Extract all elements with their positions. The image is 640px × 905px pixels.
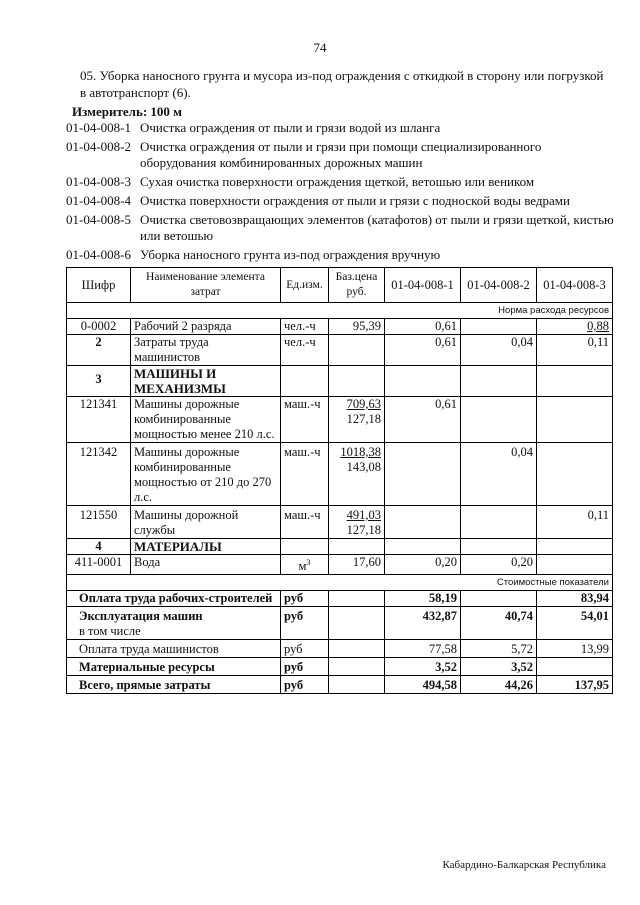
row-price (329, 335, 385, 366)
row-unit: маш.-ч (281, 506, 329, 539)
total-name: Всего, прямые затраты (67, 676, 281, 694)
row-price: 95,39 (329, 319, 385, 335)
norm-label-row (67, 303, 613, 319)
row-code: 3 (67, 366, 131, 397)
table-row (67, 319, 613, 335)
total-name-main: Эксплуатация машин (79, 609, 203, 624)
header-price: Баз.цена руб. (329, 268, 385, 303)
norm-label: Норма расхода ресурсов (67, 303, 613, 319)
total-c3: 137,95 (537, 676, 613, 694)
header-col-1: 01-04-008-1 (385, 268, 461, 303)
total-name: Оплата труда рабочих-строителей (67, 591, 281, 607)
row-c3 (537, 397, 613, 443)
cost-label-row (67, 575, 613, 591)
table-row (67, 397, 613, 443)
group-title: МАТЕРИАЛЫ (131, 539, 281, 555)
row-price: 17,60 (329, 555, 385, 575)
total-name: Материальные ресурсы (67, 658, 281, 676)
header-unit: Ед.изм. (281, 268, 329, 303)
row-code: 2 (67, 335, 131, 366)
row-price (329, 397, 385, 443)
item-code: 01-04-008-3 (66, 174, 131, 189)
row-c3: 0,88 (537, 319, 613, 335)
total-row (67, 607, 613, 640)
unit-text: м (298, 559, 307, 574)
list-item (66, 193, 616, 209)
total-c3: 13,99 (537, 640, 613, 658)
item-code: 01-04-008-5 (66, 212, 131, 227)
row-code: 411-0001 (67, 555, 131, 575)
list-item (66, 174, 616, 190)
row-c2 (461, 397, 537, 443)
item-code: 01-04-008-2 (66, 139, 131, 154)
total-c2 (461, 591, 537, 607)
price-bottom: 127,18 (346, 523, 381, 537)
row-price (329, 506, 385, 539)
row-name: Вода (131, 555, 281, 575)
item-code: 01-04-008-1 (66, 120, 131, 135)
page-number: 74 (313, 40, 327, 55)
section-title: 05. Уборка наносного грунта и мусора из-под ограждения с откидкой в сторону или погрузкой в автотранспорт (6). (80, 68, 604, 100)
total-unit: руб (281, 676, 329, 694)
item-text: Уборка наносного грунта из-под ограждения вручную (140, 247, 441, 262)
total-c1: 432,87 (385, 607, 461, 640)
table-row (67, 506, 613, 539)
total-name-sub: в том числе (79, 624, 141, 639)
item-list (66, 120, 616, 266)
row-c3 (537, 443, 613, 506)
measure-label: Измеритель: 100 м (72, 104, 183, 119)
row-c1 (385, 443, 461, 506)
total-c3: 83,94 (537, 591, 613, 607)
item-text: Очистка ограждения от пыли и грязи водой из шланга (140, 120, 441, 135)
row-c1: 0,61 (385, 319, 461, 335)
row-code: 0-0002 (67, 319, 131, 335)
total-c1: 77,58 (385, 640, 461, 658)
total-c1: 494,58 (385, 676, 461, 694)
list-item (66, 212, 616, 244)
group-row (67, 539, 613, 555)
row-c2: 0,20 (461, 555, 537, 575)
row-c1: 0,61 (385, 397, 461, 443)
item-code: 01-04-008-4 (66, 193, 131, 208)
total-unit: руб (281, 591, 329, 607)
row-c3 (537, 555, 613, 575)
total-unit: руб (281, 658, 329, 676)
row-code: 121341 (67, 397, 131, 443)
row-c2: 0,04 (461, 335, 537, 366)
total-c3: 54,01 (537, 607, 613, 640)
total-c1: 58,19 (385, 591, 461, 607)
table-header-row (67, 268, 613, 303)
table-row (67, 555, 613, 575)
row-c2 (461, 506, 537, 539)
total-row (67, 640, 613, 658)
row-code: 4 (67, 539, 131, 555)
row-c1: 0,20 (385, 555, 461, 575)
unit-sup: 3 (306, 558, 311, 567)
cost-label: Стоимостные показатели (67, 575, 613, 591)
page-footer: Кабардино-Балкарская Республика (442, 859, 606, 871)
row-name: Машины дорожные комбинированные мощностью от 210 до 270 л.с. (131, 443, 281, 506)
item-code: 01-04-008-6 (66, 247, 131, 262)
group-title: МАШИНЫ И МЕХАНИЗМЫ (131, 366, 281, 397)
total-row (67, 676, 613, 694)
row-unit: маш.-ч (281, 397, 329, 443)
row-unit (281, 555, 329, 575)
row-c2 (461, 319, 537, 335)
row-c3: 0,11 (537, 506, 613, 539)
table-row (67, 335, 613, 366)
row-name: Рабочий 2 разряда (131, 319, 281, 335)
item-text: Очистка поверхности ограждения от пыли и грязи с подноской воды ведрами (140, 193, 570, 208)
total-c2: 40,74 (461, 607, 537, 640)
header-col-3: 01-04-008-3 (537, 268, 613, 303)
row-unit: чел.-ч (281, 319, 329, 335)
price-top: 491,03 (346, 508, 381, 522)
row-c1 (385, 506, 461, 539)
total-unit: руб (281, 640, 329, 658)
row-c1: 0,61 (385, 335, 461, 366)
price-top: 709,63 (346, 397, 381, 411)
list-item (66, 139, 616, 171)
row-price (329, 443, 385, 506)
total-name: Оплата труда машинистов (67, 640, 281, 658)
row-unit: чел.-ч (281, 335, 329, 366)
list-item (66, 247, 616, 263)
total-row (67, 591, 613, 607)
item-text: Очистка ограждения от пыли и грязи при помощи специализированного оборудования комбинированных дорожных машин (140, 139, 542, 170)
price-bottom: 127,18 (346, 412, 381, 426)
row-c2: 0,04 (461, 443, 537, 506)
row-code: 121342 (67, 443, 131, 506)
price-bottom: 143,08 (346, 460, 381, 474)
total-c2: 5,72 (461, 640, 537, 658)
total-c3 (537, 658, 613, 676)
row-code: 121550 (67, 506, 131, 539)
total-c2: 44,26 (461, 676, 537, 694)
total-c2: 3,52 (461, 658, 537, 676)
group-row (67, 366, 613, 397)
item-text: Сухая очистка поверхности ограждения щеткой, ветошью или веником (140, 174, 535, 189)
row-name: Машины дорожной службы (131, 506, 281, 539)
total-c1: 3,52 (385, 658, 461, 676)
row-name: Машины дорожные комбинированные мощностью менее 210 л.с. (131, 397, 281, 443)
resource-table (66, 267, 613, 694)
list-item (66, 120, 616, 136)
header-code: Шифр (67, 268, 131, 303)
item-text: Очистка световозвращающих элементов (катафотов) от пыли и грязи щеткой, кистью или ветошью (140, 212, 614, 243)
row-name: Затраты труда машинистов (131, 335, 281, 366)
table-row (67, 443, 613, 506)
total-row (67, 658, 613, 676)
header-name: Наименование элемента затрат (131, 268, 281, 303)
total-unit: руб (281, 607, 329, 640)
price-top: 1018,38 (340, 445, 381, 459)
row-unit: маш.-ч (281, 443, 329, 506)
row-c3: 0,11 (537, 335, 613, 366)
total-name (67, 607, 281, 640)
header-col-2: 01-04-008-2 (461, 268, 537, 303)
